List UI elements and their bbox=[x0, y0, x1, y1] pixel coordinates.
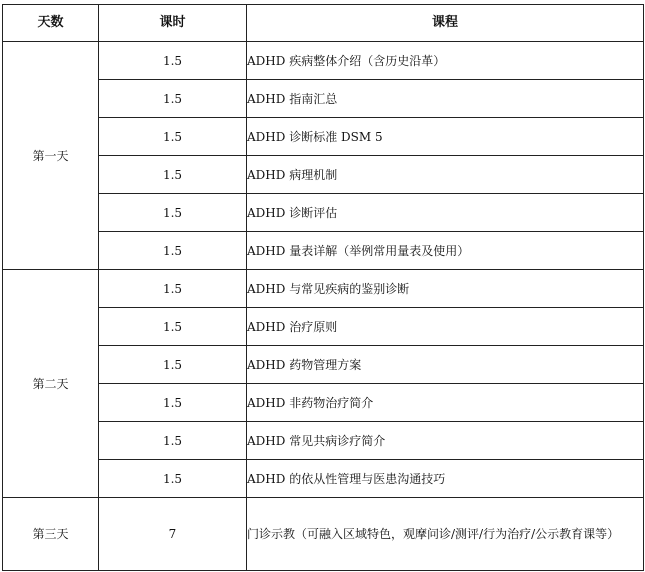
hours-cell: 1.5 bbox=[99, 42, 247, 80]
day-label-2: 第二天 bbox=[3, 270, 99, 498]
course-cell: ADHD 常见共病诊疗简介 bbox=[247, 422, 644, 460]
hours-cell: 1.5 bbox=[99, 80, 247, 118]
table-row bbox=[3, 308, 644, 346]
course-cell: ADHD 与常见疾病的鉴别诊断 bbox=[247, 270, 644, 308]
hours-cell: 1.5 bbox=[99, 422, 247, 460]
table-row bbox=[3, 194, 644, 232]
table-row bbox=[3, 460, 644, 498]
hours-cell: 1.5 bbox=[99, 308, 247, 346]
table-row bbox=[3, 270, 644, 308]
hours-cell: 1.5 bbox=[99, 384, 247, 422]
course-cell: ADHD 疾病整体介绍（含历史沿革） bbox=[247, 42, 644, 80]
course-cell: ADHD 诊断评估 bbox=[247, 194, 644, 232]
header-day: 天数 bbox=[3, 5, 99, 42]
table-row bbox=[3, 156, 644, 194]
course-schedule-table bbox=[2, 4, 644, 571]
course-cell: ADHD 非药物治疗简介 bbox=[247, 384, 644, 422]
table-row bbox=[3, 346, 644, 384]
hours-cell: 7 bbox=[99, 498, 247, 571]
course-cell: ADHD 诊断标准 DSM 5 bbox=[247, 118, 644, 156]
table-row bbox=[3, 232, 644, 270]
course-cell: ADHD 药物管理方案 bbox=[247, 346, 644, 384]
table-row bbox=[3, 384, 644, 422]
hours-cell: 1.5 bbox=[99, 346, 247, 384]
table-row bbox=[3, 80, 644, 118]
hours-cell: 1.5 bbox=[99, 118, 247, 156]
hours-cell: 1.5 bbox=[99, 232, 247, 270]
hours-cell: 1.5 bbox=[99, 156, 247, 194]
hours-cell: 1.5 bbox=[99, 194, 247, 232]
day-label-3: 第三天 bbox=[3, 498, 99, 571]
course-cell: ADHD 量表详解（举例常用量表及使用） bbox=[247, 232, 644, 270]
course-cell: ADHD 治疗原则 bbox=[247, 308, 644, 346]
header-hours: 课时 bbox=[99, 5, 247, 42]
hours-cell: 1.5 bbox=[99, 460, 247, 498]
course-cell: ADHD 病理机制 bbox=[247, 156, 644, 194]
course-cell: 门诊示教（可融入区域特色，观摩问诊/测评/行为治疗/公示教育课等） bbox=[247, 498, 644, 571]
table-row bbox=[3, 118, 644, 156]
course-cell: ADHD 指南汇总 bbox=[247, 80, 644, 118]
course-cell: ADHD 的依从性管理与医患沟通技巧 bbox=[247, 460, 644, 498]
header-row bbox=[3, 5, 644, 42]
header-course: 课程 bbox=[247, 5, 644, 42]
hours-cell: 1.5 bbox=[99, 270, 247, 308]
day-label-1: 第一天 bbox=[3, 42, 99, 270]
table-row bbox=[3, 498, 644, 571]
table-row bbox=[3, 42, 644, 80]
table-row bbox=[3, 422, 644, 460]
